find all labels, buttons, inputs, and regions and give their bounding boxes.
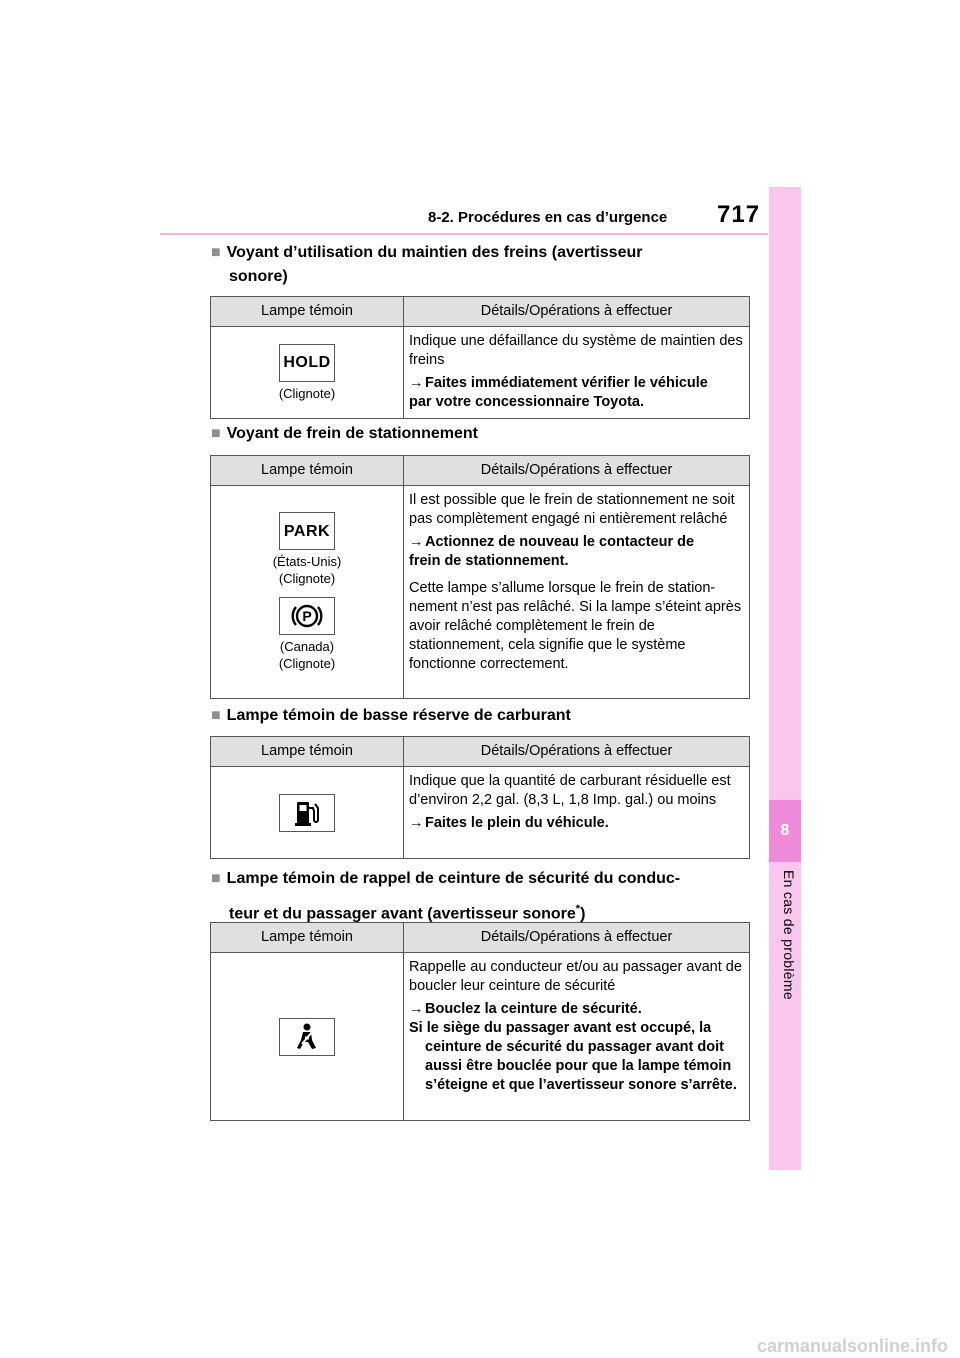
col-header-lamp: Lampe témoin — [211, 737, 404, 767]
lamp-cell — [211, 327, 404, 419]
heading-text: Lampe témoin de basse réserve de carburant — [226, 707, 571, 724]
description-text: Indique que la quantité de carburant résiduelle est d’environ 2,2 gal. (8,3 L, 1,8 Imp. gal.) ou moins — [409, 773, 731, 808]
description-text: Rappelle au conducteur et/ou au passager avant de boucler leur ceinture de sécurité — [409, 959, 742, 994]
caption-line: (États-Unis) — [272, 554, 342, 569]
section-heading-hold — [211, 241, 756, 289]
heading-text: Voyant d’utilisation du maintien des freins (avertisseur — [226, 244, 643, 261]
heading-text: Voyant de frein de stationnement — [226, 425, 478, 442]
action-text — [409, 374, 743, 412]
fuel-pump-icon — [294, 799, 320, 827]
caption-line: (Clignote) — [278, 656, 336, 671]
right-arrow-icon: → — [409, 375, 424, 391]
hold-lamp-icon — [279, 344, 335, 382]
action-line: Faites immédiatement vérifier le véhicule — [425, 375, 708, 391]
description-text: Il est possible que le frein de stationnement ne soit pas complètement engagé ni entièrement relâché — [409, 492, 735, 527]
caption-line: (Clignote) — [278, 571, 336, 586]
chapter-label: En cas de problème — [781, 870, 797, 1000]
page-number: 717 — [717, 201, 761, 228]
lamp-cell — [211, 953, 404, 1121]
action-text — [409, 533, 743, 571]
warning-table-seatbelt — [210, 922, 750, 1121]
warning-table-fuel — [210, 736, 750, 859]
seatbelt-icon — [279, 1018, 335, 1056]
section-heading-park — [211, 422, 756, 446]
details-cell — [404, 767, 750, 859]
square-bullet-icon: ■ — [211, 707, 221, 724]
col-header-lamp: Lampe témoin — [211, 297, 404, 327]
section-heading-fuel — [211, 704, 756, 728]
details-cell — [404, 327, 750, 419]
heading-text-end: ) — [580, 905, 586, 923]
right-arrow-icon: → — [409, 815, 424, 831]
lamp-caption: (Clignote) — [278, 385, 336, 401]
caption-line: (Canada) — [279, 639, 335, 654]
col-header-lamp: Lampe témoin — [211, 456, 404, 486]
lamp-cell — [211, 486, 404, 699]
svg-text:P: P — [302, 608, 312, 624]
warning-table-park — [210, 455, 750, 699]
action-line: Faites le plein du véhicule. — [425, 815, 609, 831]
heading-text-cont: sonore) — [229, 268, 288, 285]
action-line: Actionnez de nouveau le contacteur de — [425, 534, 695, 550]
heading-text: Lampe témoin de rappel de ceinture de sécurité du conduc- — [226, 870, 681, 887]
park-lamp-icon — [279, 512, 335, 550]
parking-brake-p-icon — [290, 601, 324, 631]
heading-text-part: teur et du passager avant (avertisseur sonore — [229, 905, 576, 923]
right-arrow-icon: → — [409, 1001, 424, 1017]
seatbelt-icon — [293, 1022, 321, 1052]
hold-lamp-label: HOLD — [283, 354, 331, 371]
park-lamp-label: PARK — [283, 522, 331, 540]
section-heading-seatbelt — [211, 864, 756, 929]
lamp-cell — [211, 767, 404, 859]
action-line-2: Si le siège du passager avant est occupé, la ceinture de sécurité du passager avant doit aussi être bouclée pour que la lampe témoin s’éteigne et que l’avertisseur sonore s’arrête. — [409, 1020, 737, 1093]
chapter-number: 8 — [769, 800, 801, 862]
watermark-text: carmanualsonline.info — [756, 1336, 948, 1356]
action-line: Bouclez la ceinture de sécurité. — [425, 1001, 642, 1017]
parking-brake-p-icon — [279, 597, 335, 635]
square-bullet-icon: ■ — [211, 244, 221, 261]
lamp-caption-canada — [212, 638, 402, 672]
square-bullet-icon: ■ — [211, 870, 221, 887]
footnote-marker: * — [575, 903, 581, 915]
fuel-pump-icon — [279, 794, 335, 832]
details-cell — [404, 953, 750, 1121]
action-line-2: frein de stationnement. — [409, 553, 569, 569]
header-divider — [160, 233, 768, 235]
action-line-2: par votre concessionnaire Toyota. — [409, 394, 645, 410]
col-header-details: Détails/Opérations à effectuer — [404, 456, 750, 486]
section-title: 8-2. Procédures en cas d’urgence — [428, 209, 668, 226]
col-header-lamp: Lampe témoin — [211, 923, 404, 953]
action-text — [409, 1000, 743, 1095]
square-bullet-icon: ■ — [211, 425, 221, 442]
lamp-caption-us — [212, 553, 402, 587]
details-cell — [404, 486, 750, 699]
note-text: Cette lampe s’allume lorsque le frein de station-nement n’est pas relâché. Si la lampe s’éteint après avoir relâché complètement le frein de stationnement, cela signifie que le système fonctionne correctement. — [409, 580, 742, 672]
warning-table-hold — [210, 296, 750, 419]
right-arrow-icon: → — [409, 534, 424, 550]
col-header-details: Détails/Opérations à effectuer — [404, 923, 750, 953]
action-text — [409, 814, 743, 833]
col-header-details: Détails/Opérations à effectuer — [404, 297, 750, 327]
description-text: Indique une défaillance du système de maintien des freins — [409, 333, 743, 368]
col-header-details: Détails/Opérations à effectuer — [404, 737, 750, 767]
